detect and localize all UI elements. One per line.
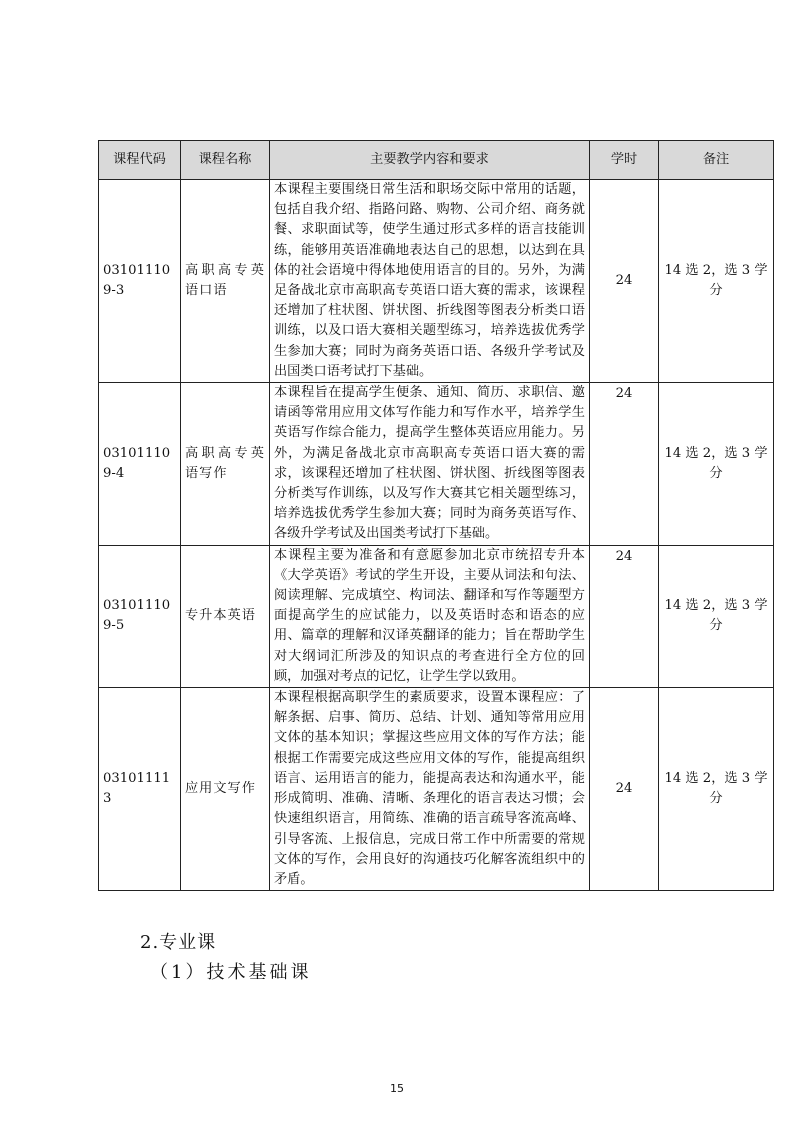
course-hours: 24 <box>590 688 659 891</box>
course-code: 031011109-3 <box>99 180 181 383</box>
course-name: 应用文写作 <box>181 688 270 891</box>
course-name: 高职高专英语写作 <box>181 383 270 546</box>
course-content: 本课程根据高职学生的素质要求，设置本课程应：了解条据、启事、简历、总结、计划、通知等常用应用文体的基本知识；掌握这些应用文体的写作方法；能根据工作需要完成这些应用文体的写作，能提高组织语言、运用语言的能力，能提高表达和沟通水平，能形成简明、准确、清晰、条理化的语言表达习惯；会快速组织语言，用简练、准确的语言疏导客流高峰、引导客流、上报信息，完成日常工作中所需要的常规文体的写作，会用良好的沟通技巧化解客流组织中的矛盾。 <box>270 688 590 891</box>
header-course-content: 主要教学内容和要求 <box>270 141 590 180</box>
table-row <box>99 545 774 687</box>
table-header-row <box>99 141 774 180</box>
course-note: 14 选 2，选 3 学分 <box>659 688 774 891</box>
section-heading: 2.专业课 <box>140 932 217 953</box>
header-course-code: 课程代码 <box>99 141 181 180</box>
header-note: 备注 <box>659 141 774 180</box>
course-hours: 24 <box>590 545 659 687</box>
course-note: 14 选 2，选 3 学分 <box>659 180 774 383</box>
subsection-heading: （1）技术基础课 <box>150 962 312 983</box>
course-content: 本课程主要为准备和有意愿参加北京市统招专升本《大学英语》考试的学生开设，主要从词法和句法、阅读理解、完成填空、构词法、翻译和写作等题型方面提高学生的应试能力，以及英语时态和语态的应用、篇章的理解和汉译英翻译的能力；旨在帮助学生对大纲词汇所涉及的知识点的考查进行全方位的回顾，加强对考点的记忆，让学生学以致用。 <box>270 545 590 687</box>
header-hours: 学时 <box>590 141 659 180</box>
page-number: 15 <box>390 1082 404 1095</box>
course-hours: 24 <box>590 383 659 546</box>
course-name: 高职高专英语口语 <box>181 180 270 383</box>
course-table <box>98 140 774 891</box>
table-row <box>99 688 774 891</box>
course-code: 031011109-5 <box>99 545 181 687</box>
course-content: 本课程旨在提高学生便条、通知、简历、求职信、邀请函等常用应用文体写作能力和写作水平，培养学生英语写作综合能力，提高学生整体英语应用能力。另外，为满足备战北京市高职高专英语口语大赛的需求，该课程还增加了柱状图、饼状图、折线图等图表分析类写作训练，以及写作大赛其它相关题型练习，培养选拔优秀学生参加大赛；同时为商务英语写作、各级升学考试及出国类考试打下基础。 <box>270 383 590 546</box>
course-name: 专升本英语 <box>181 545 270 687</box>
course-code: 031011109-4 <box>99 383 181 546</box>
course-content: 本课程主要围绕日常生活和职场交际中常用的话题，包括自我介绍、指路问路、购物、公司介绍、商务就餐、求职面试等，使学生通过形式多样的语言技能训练，能够用英语准确地表达自己的思想，以达到在具体的社会语境中得体地使用语言的目的。另外，为满足备战北京市高职高专英语口语大赛的需求，该课程还增加了柱状图、饼状图、折线图等图表分析类口语训练，以及口语大赛相关题型练习，培养选拔优秀学生参加大赛；同时为商务英语口语、各级升学考试及出国类口语考试打下基础。 <box>270 180 590 383</box>
header-course-name: 课程名称 <box>181 141 270 180</box>
table-row <box>99 180 774 383</box>
course-note: 14 选 2，选 3 学分 <box>659 545 774 687</box>
course-note: 14 选 2，选 3 学分 <box>659 383 774 546</box>
course-hours: 24 <box>590 180 659 383</box>
table-row <box>99 383 774 546</box>
course-code: 031011113 <box>99 688 181 891</box>
